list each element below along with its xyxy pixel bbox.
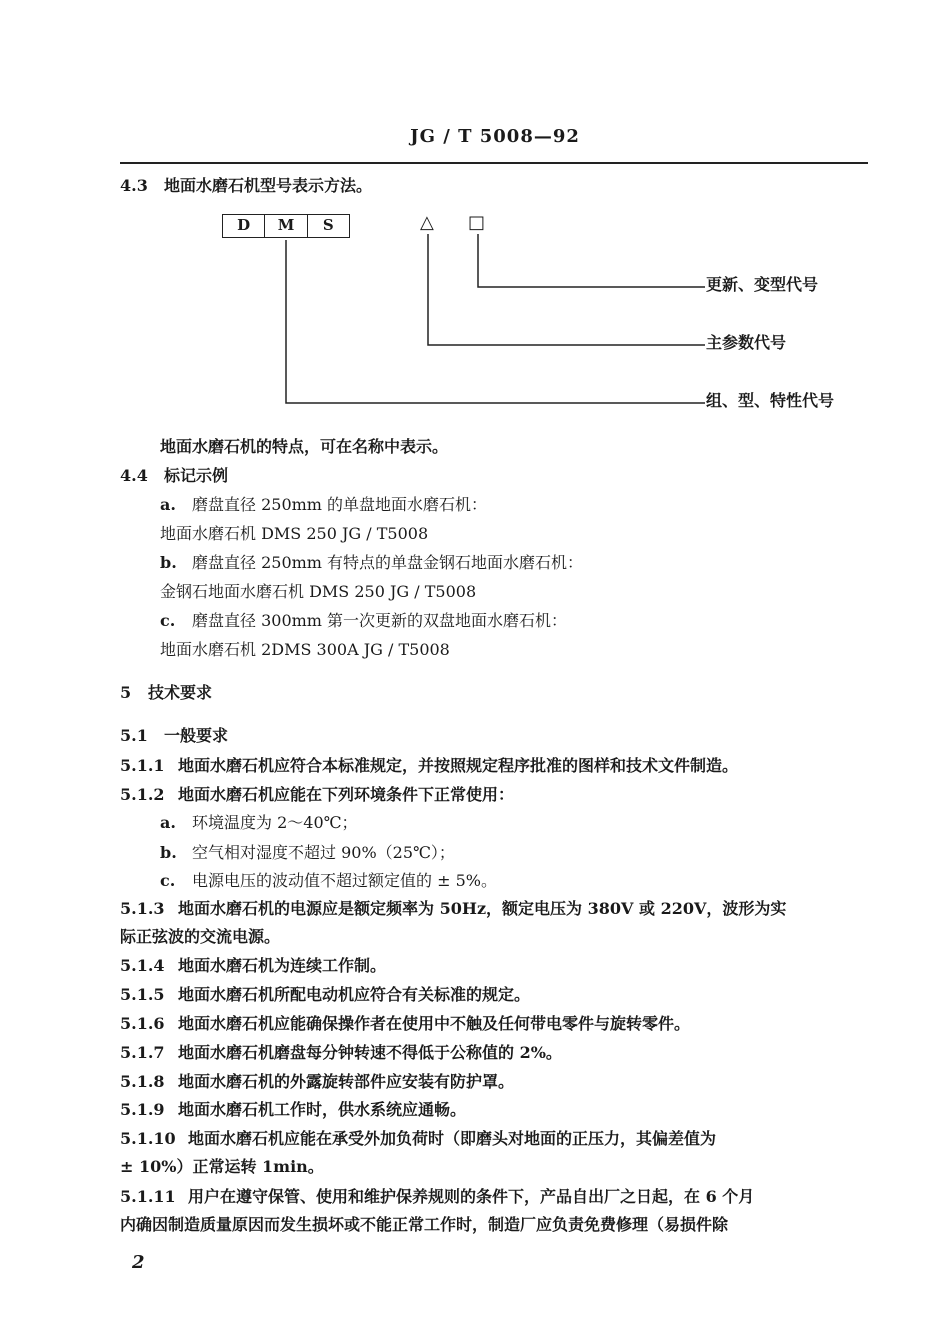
clause-5-1-5 — [120, 985, 530, 1005]
clause-5-1-7 — [120, 1043, 562, 1063]
item-desc: 磨盘直径 250mm 有特点的单盘金钢石地面水磨石机： — [192, 553, 584, 572]
clause-text: 地面水磨石机工作时，供水系统应通畅。 — [178, 1100, 467, 1119]
page-number: 2 — [132, 1252, 145, 1273]
code-letter-s: S — [322, 216, 334, 234]
item-text: 空气相对湿度不超过 90%（25℃）； — [192, 843, 455, 862]
clause-text: 地面水磨石机应能在下列环境条件下正常使用： — [178, 785, 515, 804]
section-4-4 — [120, 466, 228, 486]
section-title: 一般要求 — [164, 726, 229, 745]
clause-text: 地面水磨石机所配电动机应符合有关标准的规定。 — [178, 985, 531, 1004]
clause-text: 地面水磨石机磨盘每分钟转速不得低于公称值的 2%。 — [178, 1043, 562, 1062]
clause-number: 5.1.8 — [120, 1072, 165, 1091]
item-desc: 磨盘直径 250mm 的单盘地面水磨石机： — [192, 495, 488, 514]
clause-5-1-6 — [120, 1014, 690, 1034]
square-symbol: □ — [468, 212, 486, 233]
item-mark: c. — [160, 611, 176, 630]
clause-text: 地面水磨石机为连续工作制。 — [178, 956, 387, 975]
item-desc: 磨盘直径 300mm 第一次更新的双盘地面水磨石机： — [192, 611, 568, 630]
clause-number: 5.1.1 — [120, 756, 165, 775]
leader-line-main-param — [428, 234, 705, 345]
clause-number: 5.1.9 — [120, 1100, 165, 1119]
section-title: 技术要求 — [148, 683, 213, 702]
section-text: 地面水磨石机型号表示方法。 — [164, 176, 373, 195]
leader-line-group-type — [286, 240, 705, 403]
clause-5-1-11-cont: 内确因制造质量原因而发生损坏或不能正常工作时，制造厂应负责免费修理（易损件除 — [120, 1215, 729, 1234]
example-b-desc — [160, 553, 583, 573]
section-number: 5.1 — [120, 726, 148, 745]
clause-5-1-9 — [120, 1100, 466, 1120]
clause-number: 5.1.7 — [120, 1043, 165, 1062]
clause-text: 地面水磨石机应符合本标准规定，并按照规定程序批准的图样和技术文件制造。 — [178, 756, 739, 775]
document-header-code: JG / T 5008—92 — [410, 126, 580, 147]
model-code-leader-lines — [0, 0, 950, 420]
item-mark: a. — [160, 813, 176, 832]
clause-text: 地面水磨石机的外露旋转部件应安装有防护罩。 — [178, 1072, 515, 1091]
clause-5-1-3-cont: 际正弦波的交流电源。 — [120, 927, 281, 946]
item-mark: c. — [160, 871, 176, 890]
clause-5-1-11 — [120, 1187, 754, 1207]
example-a-desc — [160, 495, 487, 515]
clause-number: 5.1.3 — [120, 899, 165, 918]
clause-number: 5.1.11 — [120, 1187, 176, 1206]
section-number: 5 — [120, 683, 132, 702]
clause-number: 5.1.5 — [120, 985, 165, 1004]
item-text: 环境温度为 2～40℃； — [192, 813, 358, 832]
code-letter-m: M — [265, 215, 307, 237]
item-mark: b. — [160, 843, 177, 862]
clause-5-1-10 — [120, 1129, 716, 1149]
clause-text-line1: 用户在遵守保管、使用和维护保养规则的条件下，产品自出厂之日起，在 6 个月 — [188, 1187, 755, 1206]
env-condition-a — [160, 813, 358, 833]
section-title: 标记示例 — [164, 466, 229, 485]
example-b-mark: 金钢石地面水磨石机 DMS 250 JG / T5008 — [160, 582, 477, 601]
clause-number: 5.1.4 — [120, 956, 165, 975]
clause-5-1-4 — [120, 956, 386, 976]
clause-5-1-8 — [120, 1072, 514, 1092]
clause-5-1-2 — [120, 785, 514, 805]
label-group-type-code: 组、型、特性代号 — [706, 391, 835, 410]
example-c-desc — [160, 611, 567, 631]
feature-note: 地面水磨石机的特点，可在名称中表示。 — [160, 437, 449, 456]
item-text: 电源电压的波动值不超过额定值的 ± 5%。 — [192, 871, 497, 890]
example-c-mark: 地面水磨石机 2DMS 300A JG / T5008 — [160, 640, 450, 659]
clause-5-1-3 — [120, 899, 786, 919]
clause-5-1-1 — [120, 756, 738, 776]
clause-number: 5.1.2 — [120, 785, 165, 804]
triangle-symbol: △ — [420, 212, 434, 233]
code-letter-d: D — [223, 215, 265, 237]
clause-number: 5.1.10 — [120, 1129, 176, 1148]
section-number: 4.3 — [120, 176, 148, 195]
label-main-param-code: 主参数代号 — [706, 333, 787, 352]
section-5-1 — [120, 726, 228, 746]
item-mark: a. — [160, 495, 176, 514]
leader-line-update — [478, 234, 705, 287]
clause-text-line1: 地面水磨石机应能在承受外加负荷时（即磨头对地面的正压力，其偏差值为 — [188, 1129, 717, 1148]
section-number: 4.4 — [120, 466, 148, 485]
label-update-code: 更新、变型代号 — [706, 275, 819, 294]
section-5 — [120, 683, 212, 703]
clause-number: 5.1.6 — [120, 1014, 165, 1033]
item-mark: b. — [160, 553, 177, 572]
clause-5-1-10-cont: ± 10%）正常运转 1min。 — [120, 1157, 324, 1176]
env-condition-c — [160, 871, 497, 891]
env-condition-b — [160, 843, 455, 863]
clause-text: 地面水磨石机应能确保操作者在使用中不触及任何带电零件与旋转零件。 — [178, 1014, 691, 1033]
clause-text-line1: 地面水磨石机的电源应是额定频率为 50Hz，额定电压为 380V 或 220V，波形为实 — [178, 899, 787, 918]
example-a-mark: 地面水磨石机 DMS 250 JG / T5008 — [160, 524, 429, 543]
